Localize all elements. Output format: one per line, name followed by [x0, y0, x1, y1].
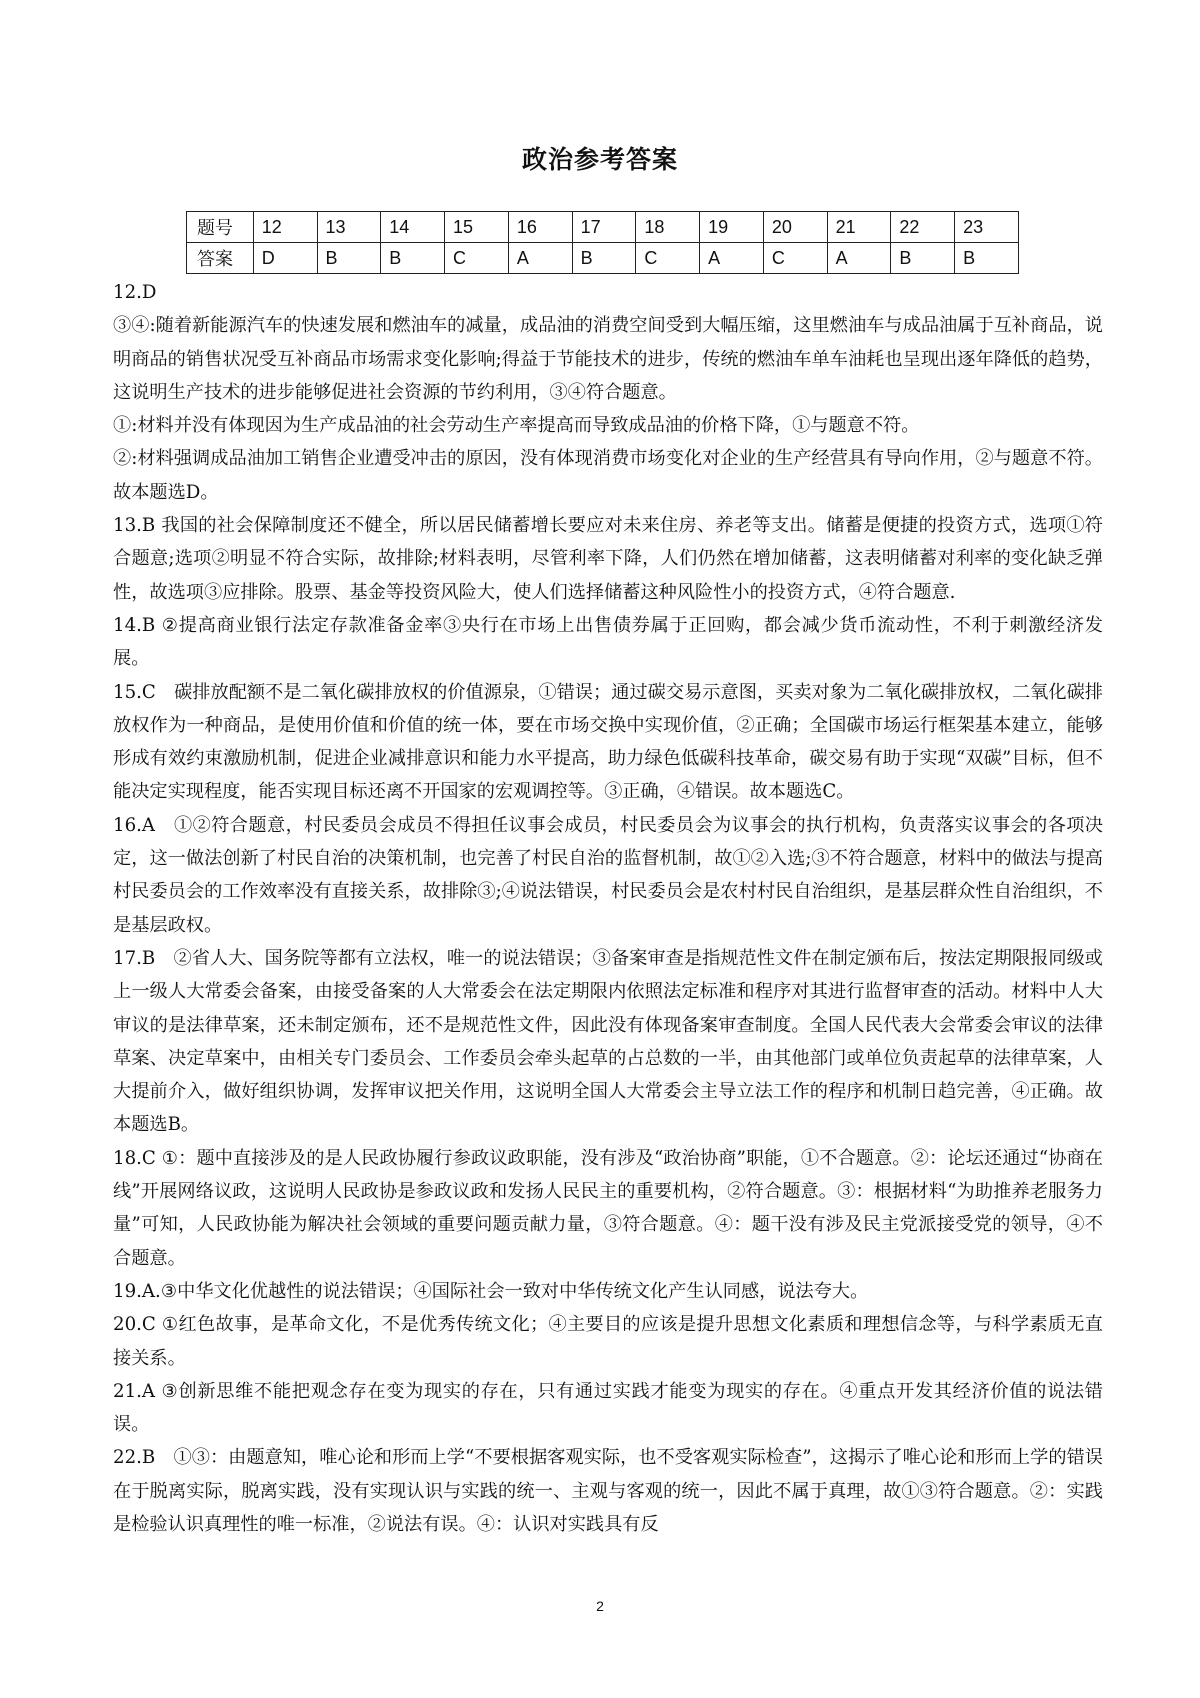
explanation-paragraph: 17.B ②省人大、国务院等都有立法权，唯一的说法错误；③备案审查是指规范性文件在制定颁布后，按法定期限报同级或上一级人大常委会备案，由接受备案的人大常委会在法定期限内依照法定标准和程序对其进行监督审查的活动。材料中人大审议的是法律草案，还未制定颁布，还不是规范性文件，因此没有体现备案审查制度。全国人民代表大会常委会审议的法律草案、决定草案中，由相关专门委员会、工作委员会牵头起草的占总数的一半，由其他部门或单位负责起草的法律草案，人大提前介入，做好组织协调，发挥审议把关作用，这说明全国人大常委会主导立法工作的程序和机制日趋完善，④正确。故本题选B。 [113, 947, 1103, 1136]
page-number: 2 [596, 1598, 604, 1614]
answer-value: B [891, 243, 955, 274]
explanation-paragraph: 21.A ③创新思维不能把观念存在变为现实的存在，只有通过实践才能变为现实的存在。④重点开发其经济价值的说法错误。 [113, 1380, 1103, 1436]
answer-value: C [763, 243, 827, 274]
explanation-paragraph: ①:材料并没有体现因为生产成品油的社会劳动生产率提高而导致成品油的价格下降，①与题意不符。 [113, 415, 920, 437]
explanation-paragraph: 14.B ②提高商业银行法定存款准备金率③央行在市场上出售债券属于正回购，都会减少货币流动性，不利于刺激经济发展。 [113, 614, 1103, 670]
explanation-paragraph: 22.B ①③：由题意知，唯心论和形而上学“不要根据客观实际，也不受客观实际检查”，这揭示了唯心论和形而上学的错误在于脱离实际，脱离实践，没有实现认识与实践的统一、主观与客观的统一，因此不属于真理，故①③符合题意。②：实践是检验认识真理性的唯一标准，②说法有误。④：认识对实践具有反 [113, 1447, 1103, 1535]
answer-value: B [317, 243, 381, 274]
answer-value: A [700, 243, 764, 274]
explanation-paragraph: ②:材料强调成品油加工销售企业遭受冲击的原因，没有体现消费市场变化对企业的生产经营具有导向作用，②与题意不符。故本题选D。 [113, 448, 1103, 503]
question-number: 16 [508, 212, 572, 243]
answer-value: D [253, 243, 317, 274]
question-number: 18 [636, 212, 700, 243]
answer-value: B [381, 243, 445, 274]
question-number: 21 [827, 212, 891, 243]
question-number: 15 [445, 212, 509, 243]
explanation-paragraph: 18.C ①：题中直接涉及的是人民政协履行参政议政职能，没有涉及“政治协商”职能，①不合题意。②：论坛还通过“协商在线”开展网络议政，这说明人民政协是参政议政和发扬人民民主的重要机构，②符合题意。③：根据材料“为助推养老服务力量”可知，人民政协能为解决社会领域的重要问题贡献力量，③符合题意。④：题干没有涉及民主党派接受党的领导，④不合题意。 [113, 1147, 1103, 1269]
explanation-paragraph: 16.A ①②符合题意，村民委员会成员不得担任议事会成员，村民委员会为议事会的执行机构，负责落实议事会的各项决定，这一做法创新了村民自治的决策机制，也完善了村民自治的监督机制，故①②入选;③不符合题意，材料中的做法与提高村民委员会的工作效率没有直接关系，故排除③;④说法错误，村民委员会是农村村民自治组织，是基层群众性自治组织，不是基层政权。 [113, 814, 1103, 936]
question-number: 23 [955, 212, 1019, 243]
question-number: 17 [572, 212, 636, 243]
question-number: 12 [253, 212, 317, 243]
question-number: 14 [381, 212, 445, 243]
answer-value: C [445, 243, 509, 274]
answer-value: B [955, 243, 1019, 274]
question-number-row [187, 212, 1019, 243]
answer-row [187, 243, 1019, 274]
page-title: 政治参考答案 [521, 145, 678, 174]
explanation-paragraph: 13.B 我国的社会保障制度还不健全，所以居民储蓄增长要应对未来住房、养老等支出。储蓄是便捷的投资方式，选项①符合题意;选项②明显不符合实际，故排除;材料表明，尽管利率下降，人们仍然在增加储蓄，这表明储蓄对利率的变化缺乏弹性，故选项③应排除。股票、基金等投资风险大，使人们选择储蓄这种风险性小的投资方式，④符合题意. [113, 515, 1103, 603]
answer-value: A [508, 243, 572, 274]
answer-value: A [827, 243, 891, 274]
explanations [113, 276, 1103, 1541]
answer-value: B [572, 243, 636, 274]
answer-table [186, 211, 1019, 274]
question-number: 13 [317, 212, 381, 243]
row-label-answer: 答案 [187, 243, 254, 274]
explanation-paragraph: 19.A.③中华文化优越性的说法错误；④国际社会一致对中华传统文化产生认同感，说法夸大。 [113, 1280, 869, 1302]
explanation-paragraph: 12.D [113, 282, 157, 303]
row-label-number: 题号 [187, 212, 254, 243]
explanation-paragraph: 20.C ①红色故事，是革命文化，不是优秀传统文化；④主要目的应该是提升思想文化素质和理想信念等，与科学素质无直接关系。 [113, 1314, 1103, 1369]
answer-value: C [636, 243, 700, 274]
question-number: 22 [891, 212, 955, 243]
question-number: 20 [763, 212, 827, 243]
explanation-paragraph: 15.C 碳排放配额不是二氧化碳排放权的价值源泉，①错误；通过碳交易示意图，买卖对象为二氧化碳排放权，二氧化碳排放权作为一种商品，是使用价值和价值的统一体，要在市场交换中实现价值，②正确；全国碳市场运行框架基本建立，能够形成有效约束激励机制，促进企业减排意识和能力水平提高，助力绿色低碳科技革命，碳交易有助于实现“双碳”目标，但不能决定实现程度，能否实现目标还离不开国家的宏观调控等。③正确，④错误。故本题选C。 [113, 681, 1103, 803]
question-number: 19 [700, 212, 764, 243]
explanation-paragraph: ③④:随着新能源汽车的快速发展和燃油车的减量，成品油的消费空间受到大幅压缩，这里燃油车与成品油属于互补商品，说明商品的销售状况受互补商品市场需求变化影响;得益于节能技术的进步，传统的燃油车单车油耗也呈现出逐年降低的趋势，这说明生产技术的进步能够促进社会资源的节约利用，③④符合题意。 [113, 315, 1103, 403]
